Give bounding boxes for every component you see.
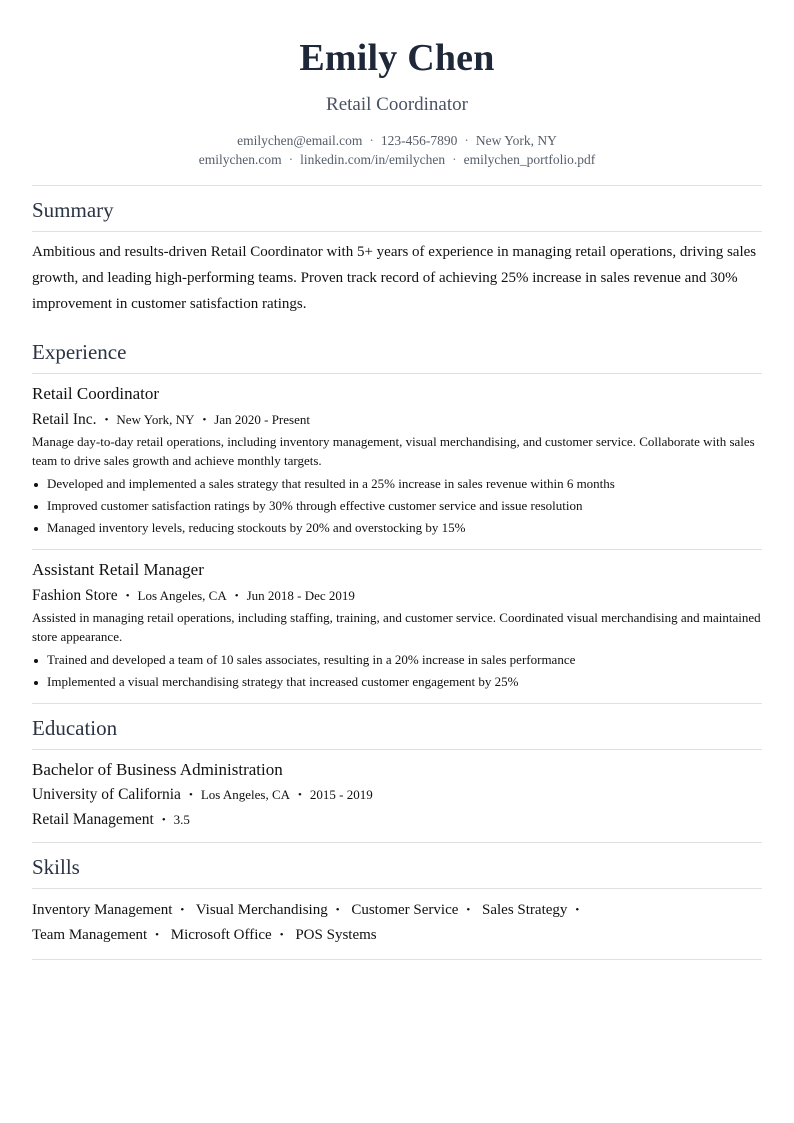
education-meta [32, 784, 762, 806]
company-name: Fashion Store [32, 587, 118, 604]
skill-separator: • [180, 904, 185, 916]
skill-item: Sales Strategy [482, 902, 568, 918]
contact-line-2 [32, 150, 762, 169]
experience-entry [32, 550, 762, 703]
skill-item: POS Systems [295, 927, 377, 943]
skill-item: Team Management [32, 927, 148, 943]
job-meta [32, 409, 762, 431]
candidate-headline: Retail Coordinator [326, 94, 468, 115]
company-name: Retail Inc. [32, 411, 97, 428]
skill-separator: • [155, 929, 160, 941]
contact-line-1 [32, 131, 762, 150]
phone-text: 123-456-7890 [380, 133, 458, 148]
school-name: University of California [32, 786, 181, 803]
job-dates: Jan 2020 - Present [214, 412, 310, 427]
skill-separator: • [575, 904, 580, 916]
summary-text: Ambitious and results-driven Retail Coordinator with 5+ years of experience in managing retail operations, driving sales growth, and leading high-performing teams. Proven track record of achieving 25% increase in sales revenue and 30% improvement in customer satisfaction ratings. [32, 244, 757, 312]
job-description: Assisted in managing retail operations, including staffing, training, and customer service. Coordinated visual merchandising and maintained store appearance. [32, 610, 761, 644]
gpa-value: 3.5 [173, 812, 190, 827]
skills-list [32, 889, 642, 959]
candidate-name: Emily Chen [299, 37, 495, 79]
job-location: Los Angeles, CA [137, 588, 227, 603]
section-title-education: Education [32, 716, 118, 740]
job-bullet: Trained and developed a team of 10 sales associates, resulting in a 20% increase in sales performance [32, 649, 762, 671]
job-description: Manage day-to-day retail operations, including inventory management, visual merchandising, and customer service. Collaborate with sales team to drive sales growth and achieve monthly targets. [32, 434, 755, 468]
job-bullets [32, 473, 762, 539]
meta-separator: • [234, 590, 239, 602]
skill-item: Customer Service [351, 902, 459, 918]
email-link[interactable]: emilychen@email.com [237, 133, 363, 148]
website-link[interactable]: emilychen.com [198, 152, 282, 167]
section-title-experience: Experience [32, 340, 127, 364]
skill-separator: • [466, 904, 471, 916]
job-bullet: Improved customer satisfaction ratings by 30% through effective customer service and issue resolution [32, 495, 762, 517]
job-dates: Jun 2018 - Dec 2019 [246, 588, 355, 603]
contact-separator: · [452, 152, 457, 167]
meta-separator: • [161, 814, 166, 826]
meta-separator: • [104, 414, 109, 426]
major-name: Retail Management [32, 811, 154, 828]
job-bullets [32, 649, 762, 693]
education-entry [32, 750, 762, 842]
portfolio-link[interactable]: emilychen_portfolio.pdf [463, 152, 596, 167]
job-title: Retail Coordinator [32, 384, 160, 403]
location-text: New York, NY [475, 133, 557, 148]
skill-separator: • [335, 904, 340, 916]
job-meta [32, 585, 762, 607]
contact-separator: · [288, 152, 294, 167]
education-dates: 2015 - 2019 [309, 787, 373, 802]
skill-item: Microsoft Office [170, 927, 272, 943]
section-title-skills: Skills [32, 855, 80, 879]
job-bullet: Developed and implemented a sales strategy that resulted in a 25% increase in sales revenue within 6 months [32, 473, 762, 495]
education-major-line [32, 809, 762, 831]
school-location: Los Angeles, CA [200, 787, 291, 802]
skill-item: Inventory Management [32, 902, 173, 918]
skill-item: Visual Merchandising [195, 902, 328, 918]
contact-separator: · [369, 133, 374, 148]
linkedin-link[interactable]: linkedin.com/in/emilychen [300, 152, 446, 167]
job-title: Assistant Retail Manager [32, 560, 204, 579]
skill-separator: • [279, 929, 284, 941]
job-location: New York, NY [116, 412, 195, 427]
resume-header [32, 0, 762, 169]
contact-separator: · [464, 133, 469, 148]
meta-separator: • [202, 414, 207, 426]
job-bullet: Implemented a visual merchandising strategy that increased customer engagement by 25% [32, 671, 762, 693]
experience-entry [32, 374, 762, 549]
degree-title: Bachelor of Business Administration [32, 760, 283, 779]
meta-separator: • [125, 590, 130, 602]
meta-separator: • [188, 789, 193, 801]
section-title-summary: Summary [32, 198, 114, 222]
job-bullet: Managed inventory levels, reducing stockouts by 20% and overstocking by 15% [32, 517, 762, 539]
meta-separator: • [298, 789, 302, 801]
divider [32, 959, 762, 960]
